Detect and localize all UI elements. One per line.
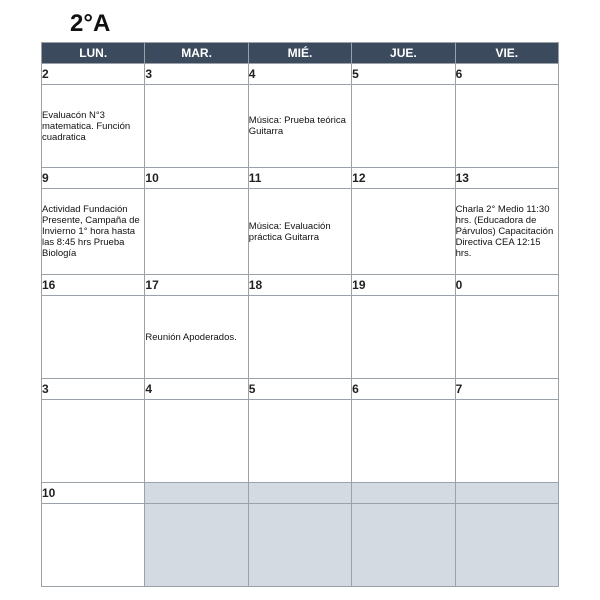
date-cell: 5 <box>248 379 351 400</box>
event-cell <box>42 504 145 587</box>
week-1-dates-row <box>42 64 559 85</box>
event-cell <box>248 296 351 379</box>
event-cell <box>455 85 558 168</box>
event-cell <box>352 189 455 275</box>
event-cell: Charla 2° Medio 11:30 hrs. (Educadora de Párvulos) Capacitación Directiva CEA 12:15 hrs. <box>455 189 558 275</box>
week-3-dates-row <box>42 275 559 296</box>
calendar-table <box>41 42 559 587</box>
date-cell: 3 <box>42 379 145 400</box>
week-2-dates-row <box>42 168 559 189</box>
event-cell <box>352 296 455 379</box>
date-cell: 3 <box>145 64 248 85</box>
date-cell: 0 <box>455 275 558 296</box>
event-cell <box>42 400 145 483</box>
weekday-header-wed: MIÉ. <box>248 43 351 64</box>
empty-event-cell <box>248 504 351 587</box>
week-4-events-row <box>42 400 559 483</box>
week-5-events-row <box>42 504 559 587</box>
date-cell: 11 <box>248 168 351 189</box>
empty-event-cell <box>352 504 455 587</box>
event-cell: Música: Evaluación práctica Guitarra <box>248 189 351 275</box>
weekday-header-mon: LUN. <box>42 43 145 64</box>
week-4-dates-row <box>42 379 559 400</box>
date-cell: 12 <box>352 168 455 189</box>
event-cell: Evaluacón N°3 matematica. Función cuadratica <box>42 85 145 168</box>
date-cell: 2 <box>42 64 145 85</box>
date-cell: 10 <box>42 483 145 504</box>
class-title: 2°A <box>70 10 111 37</box>
event-cell <box>145 189 248 275</box>
empty-event-cell <box>145 504 248 587</box>
date-cell: 5 <box>352 64 455 85</box>
date-cell: 4 <box>248 64 351 85</box>
weekday-header-thu: JUE. <box>352 43 455 64</box>
event-cell <box>145 400 248 483</box>
event-cell <box>145 85 248 168</box>
event-cell <box>455 296 558 379</box>
weekday-header-tue: MAR. <box>145 43 248 64</box>
empty-date-cell <box>248 483 351 504</box>
empty-date-cell <box>455 483 558 504</box>
week-2-events-row <box>42 189 559 275</box>
empty-event-cell <box>455 504 558 587</box>
event-cell <box>352 400 455 483</box>
date-cell: 7 <box>455 379 558 400</box>
empty-date-cell <box>145 483 248 504</box>
date-cell: 18 <box>248 275 351 296</box>
event-cell: Reunión Apoderados. <box>145 296 248 379</box>
event-cell <box>352 85 455 168</box>
empty-date-cell <box>352 483 455 504</box>
date-cell: 13 <box>455 168 558 189</box>
week-5-dates-row <box>42 483 559 504</box>
weekday-header-row <box>42 43 559 64</box>
event-cell: Actividad Fundación Presente, Campaña de Invierno 1° hora hasta las 8:45 hrs Prueba Biología <box>42 189 145 275</box>
weekday-header-fri: VIE. <box>455 43 558 64</box>
date-cell: 6 <box>352 379 455 400</box>
date-cell: 19 <box>352 275 455 296</box>
date-cell: 17 <box>145 275 248 296</box>
event-cell <box>42 296 145 379</box>
event-cell: Música: Prueba teórica Guitarra <box>248 85 351 168</box>
event-cell <box>455 400 558 483</box>
event-cell <box>248 400 351 483</box>
date-cell: 4 <box>145 379 248 400</box>
date-cell: 6 <box>455 64 558 85</box>
date-cell: 10 <box>145 168 248 189</box>
week-3-events-row <box>42 296 559 379</box>
date-cell: 16 <box>42 275 145 296</box>
week-1-events-row <box>42 85 559 168</box>
date-cell: 9 <box>42 168 145 189</box>
